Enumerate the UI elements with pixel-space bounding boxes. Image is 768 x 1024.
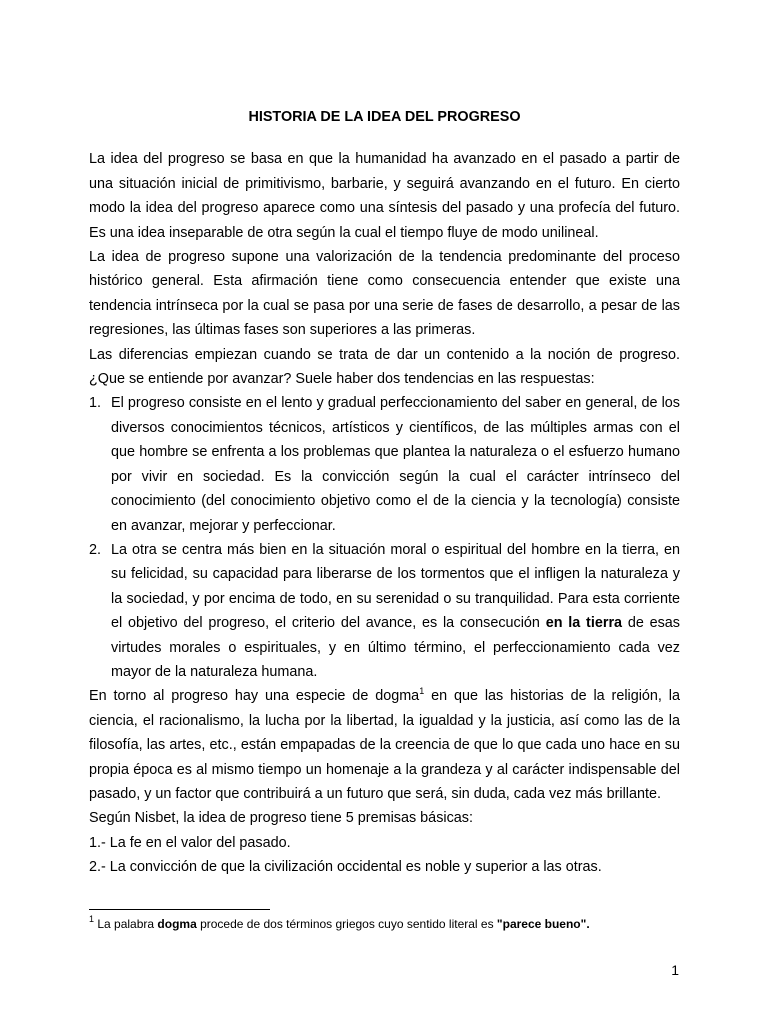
footnote-reference[interactable]: 1 [419, 686, 425, 697]
premise-2: 2.- La convicción de que la civilización occidental es noble y superior a las otras. [89, 859, 602, 876]
footnote-separator [89, 909, 270, 910]
list-number: 2. [89, 541, 102, 558]
document-title: HISTORIA DE LA IDEA DEL PROGRESO [248, 109, 521, 125]
footnote-bold-quote: "parece bueno". [496, 917, 590, 931]
footnote [89, 916, 689, 932]
footnote-text-middle: procede de dos términos griegos cuyo sentido literal es [196, 917, 497, 931]
document-body [89, 105, 680, 880]
premise-1: 1.- La fe en el valor del pasado. [89, 834, 291, 851]
numbered-list [89, 391, 680, 684]
footnote-text-before: La palabra [94, 917, 158, 931]
paragraph-4-text-before: En torno al progreso hay una especie de dogma [89, 688, 420, 705]
list-item [89, 391, 680, 537]
list-item-bold-text: en la tierra [545, 615, 623, 632]
list-number: 1. [89, 395, 102, 412]
list-item [89, 538, 680, 684]
footnote-marker: 1 [89, 914, 95, 924]
paragraph-4-text-after: en que las historias de la religión, la ciencia, el racionalismo, la lucha por la libertad, la igualdad y la justicia, así como las de la filosofía, las artes, etc., están empapadas de la creencia de que lo que cada uno hace en su propia época es al mismo tiempo un homenaje a la grandeza y al carácter indispensable del pasado, y un factor que contribuirá a un futuro que será, sin duda, cada vez más brillante. [89, 688, 680, 802]
paragraph-5: Según Nisbet, la idea de progreso tiene 5 premisas básicas: [89, 810, 473, 827]
list-item-text: El progreso consiste en el lento y gradual perfeccionamiento del saber en general, de los diversos conocimientos técnicos, artísticos y científicos, de las múltiples armas con el que hombre se enfrenta a los problemas que plantea la naturaleza o el esfuerzo humano por vivir en sociedad. Es la convicción según la cual el carácter intrínseco del conocimiento (del conocimiento objetivo como el de la ciencia y la tecnología) consiste en avanzar, mejorar y perfeccionar. [111, 395, 680, 534]
footnote-bold-dogma: dogma [157, 917, 197, 931]
page-number: 1 [671, 962, 679, 978]
paragraph-1: La idea del progreso se basa en que la humanidad ha avanzado en el pasado a partir de una situación inicial de primitivismo, barbarie, y seguirá avanzando en el futuro. En cierto modo la idea del progreso aparece como una síntesis del pasado y una profecía del futuro. Es una idea inseparable de otra según la cual el tiempo fluye de modo unilineal. [89, 151, 680, 241]
paragraph-3: Las diferencias empiezan cuando se trata de dar un contenido a la noción de progreso. ¿Que se entiende por avanzar? Suele haber dos tendencias en las respuestas: [89, 346, 680, 388]
paragraph-2: La idea de progreso supone una valorización de la tendencia predominante del proceso histórico general. Esta afirmación tiene como consecuencia entender que existe una tendencia intrínseca por la cual se pasa por una serie de fases de desarrollo, a pesar de las regresiones, las últimas fases son superiores a las primeras. [89, 249, 680, 339]
paragraph-4 [89, 684, 680, 806]
list-item-text-after: de esas virtudes morales o espirituales, y en último término, el perfeccionamiento cada vez mayor de la naturaleza humana. [111, 615, 680, 680]
list-item-text-before: La otra se centra más bien en la situación moral o espiritual del hombre en la tierra, en su felicidad, su capacidad para liberarse de los tormentos que el infligen la naturaleza y la sociedad, y por encima de todo, en su serenidad o su tranquilidad. Para esta corriente el objetivo del progreso, el criterio del avance, es la consecución [111, 541, 680, 632]
